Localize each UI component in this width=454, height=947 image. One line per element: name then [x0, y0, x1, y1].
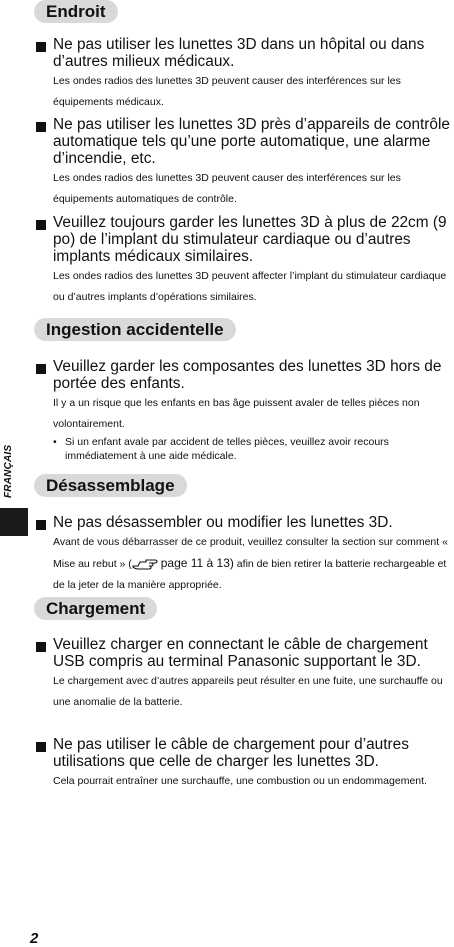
item-desassembler — [36, 514, 454, 596]
language-label: FRANÇAIS — [3, 444, 14, 498]
square-bullet-icon — [36, 742, 46, 752]
item-title: Veuillez garder les composantes des lunettes 3D hors de portée des enfants. — [53, 358, 442, 392]
body-text-after: afin de bien retirer la batterie rechargeable et de la jeter de la manière appropriée. — [53, 558, 447, 591]
section-endroit — [34, 0, 452, 23]
language-tab-marker — [0, 508, 28, 536]
section-heading-desassemblage: Désassemblage — [34, 474, 187, 497]
dot-bullet: • — [53, 436, 57, 448]
square-bullet-icon — [36, 122, 46, 132]
item-title: Ne pas utiliser les lunettes 3D près d’appareils de contrôle automatique tels qu’une porte automatique, une alarme d’incendie, etc. — [53, 116, 450, 167]
item-enfants — [36, 358, 454, 463]
item-body: Les ondes radios des lunettes 3D peuvent causer des interférences sur les équipements automatiques de contrôle. — [53, 172, 401, 205]
item-title: Veuillez toujours garder les lunettes 3D à plus de 22cm (9 po) de l’implant du stimulateur cardiaque ou d’autres implants médicaux similaires. — [53, 214, 447, 265]
item-body: Les ondes radios des lunettes 3D peuvent affecter l’implant du stimulateur cardiaque ou d’autres implants d’opérations similaires. — [53, 270, 447, 303]
item-body: Le chargement avec d’autres appareils peut résulter en une fuite, une surchauffe ou une anomalie de la batterie. — [53, 675, 443, 708]
square-bullet-icon — [36, 42, 46, 52]
item-appareils — [36, 116, 454, 210]
section-ingestion — [34, 318, 452, 341]
item-body: Il y a un risque que les enfants en bas âge puissent avaler de telles pièces non volontairement. — [53, 397, 420, 430]
note-text: Si un enfant avale par accident de telles pièces, veuillez avoir recours immédiatement à une aide médicale. — [65, 436, 389, 462]
section-chargement — [34, 597, 452, 620]
item-body: Cela pourrait entraîner une surchauffe, une combustion ou un endommagement. — [53, 775, 427, 787]
pointing-hand-icon — [132, 557, 158, 570]
section-desassemblage — [34, 474, 452, 497]
page-reference: page 11 à 13) — [160, 556, 234, 570]
item-hopital — [36, 36, 454, 113]
note-item — [53, 435, 454, 463]
body-text-before: Avant de vous débarrasser de ce produit, veuillez consulter la section sur comment « Mise au rebut » ( — [53, 536, 448, 570]
item-title: Ne pas désassembler ou modifier les lunettes 3D. — [53, 514, 393, 531]
section-heading-chargement: Chargement — [34, 597, 157, 620]
item-title: Ne pas utiliser les lunettes 3D dans un hôpital ou dans d’autres milieux médicaux. — [53, 36, 425, 70]
page-number: 2 — [30, 930, 39, 947]
section-heading-endroit: Endroit — [34, 0, 118, 23]
item-body — [53, 532, 454, 596]
item-title: Ne pas utiliser le câble de chargement pour d’autres utilisations que celle de charger les lunettes 3D. — [53, 736, 409, 770]
item-cable — [36, 736, 454, 792]
item-usb — [36, 636, 454, 713]
square-bullet-icon — [36, 520, 46, 530]
square-bullet-icon — [36, 220, 46, 230]
item-stimulateur — [36, 214, 454, 308]
square-bullet-icon — [36, 642, 46, 652]
item-body: Les ondes radios des lunettes 3D peuvent causer des interférences sur les équipements médicaux. — [53, 75, 401, 108]
square-bullet-icon — [36, 364, 46, 374]
item-title: Veuillez charger en connectant le câble de chargement USB compris au terminal Panasonic supportant le 3D. — [53, 636, 428, 670]
section-heading-ingestion: Ingestion accidentelle — [34, 318, 236, 341]
